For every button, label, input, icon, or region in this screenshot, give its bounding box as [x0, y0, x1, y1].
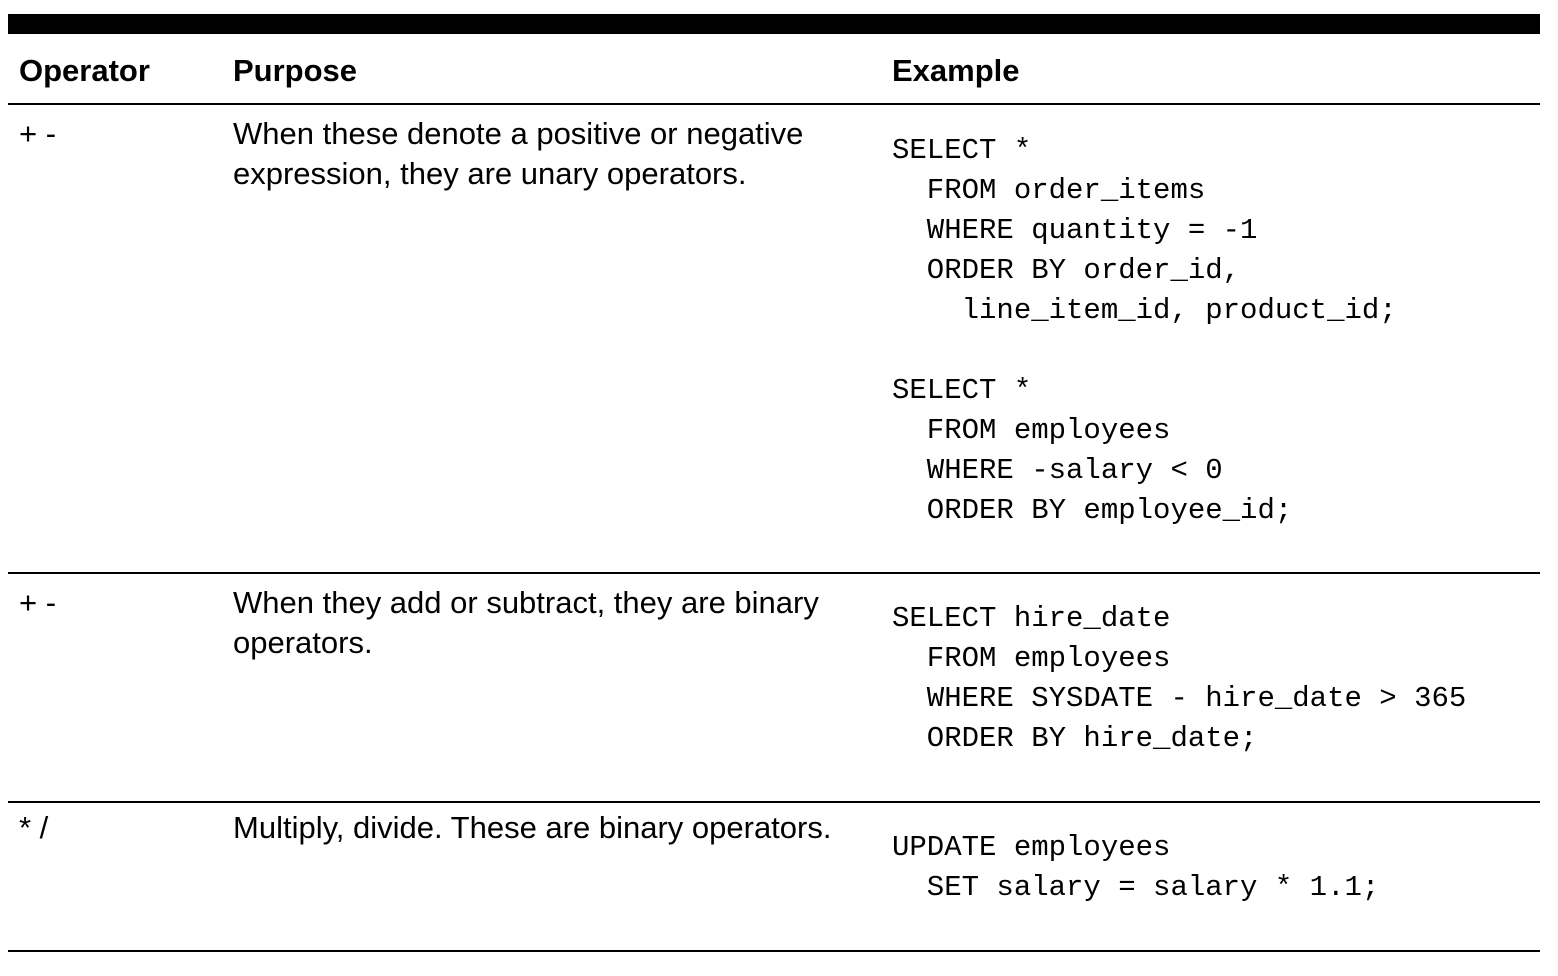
table-header-row [8, 34, 1540, 105]
purpose-cell: Multiply, divide. These are binary operators. [233, 810, 832, 845]
operator-cell: * / [19, 810, 49, 845]
operator-cell: + - [19, 116, 57, 151]
example-code: SELECT * FROM order_items WHERE quantity = -1 ORDER BY order_id, line_item_id, product_id; SELECT * FROM employees WHERE -salary < 0 ORDER BY employee_id; [892, 134, 1397, 527]
table-row [8, 574, 1540, 803]
example-code: UPDATE employees SET salary = salary * 1.1; [892, 831, 1380, 904]
operators-table [8, 14, 1540, 952]
purpose-cell: When they add or subtract, they are binary operators. [233, 585, 819, 660]
example-code: SELECT hire_date FROM employees WHERE SYSDATE - hire_date > 365 ORDER BY hire_date; [892, 602, 1467, 755]
header-operator: Operator [19, 53, 150, 88]
purpose-cell: When these denote a positive or negative expression, they are unary operators. [233, 116, 804, 191]
header-example: Example [892, 53, 1020, 88]
table-row [8, 105, 1540, 574]
table-row [8, 803, 1540, 952]
header-purpose: Purpose [233, 53, 358, 88]
operator-cell: + - [19, 585, 57, 620]
